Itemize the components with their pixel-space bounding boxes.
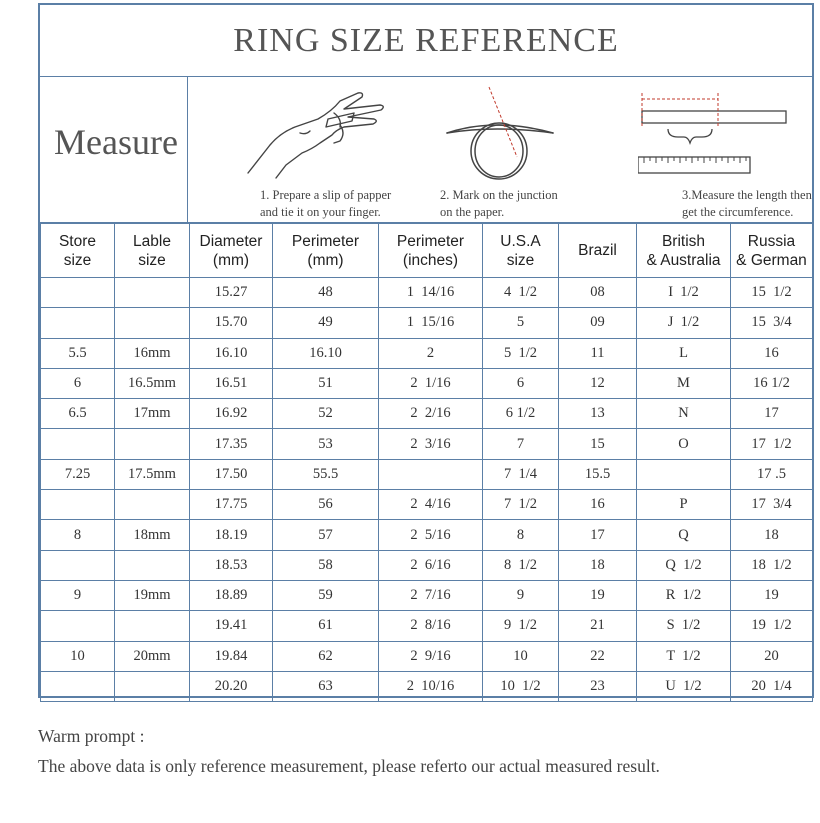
cell-perimeter-mm: 53	[273, 429, 379, 459]
cell-perimeter-inches: 2 1/16	[379, 368, 483, 398]
cell-lable-size: 18mm	[115, 520, 190, 550]
cell-store-size: 6	[41, 368, 115, 398]
cell-usa-size: 4 1/2	[483, 278, 559, 308]
cell-perimeter-inches: 2 2/16	[379, 399, 483, 429]
cell-usa-size: 5 1/2	[483, 338, 559, 368]
cell-diameter-mm: 15.70	[190, 308, 273, 338]
step-1-caption: 1. Prepare a slip of papper and tie it on your finger.	[260, 188, 392, 219]
cell-perimeter-mm: 52	[273, 399, 379, 429]
table-row	[41, 308, 813, 338]
cell-brazil-size: 23	[559, 671, 637, 701]
cell-russia-german-size: 20 1/4	[731, 671, 813, 701]
cell-lable-size	[115, 490, 190, 520]
table-row	[41, 429, 813, 459]
cell-usa-size: 7	[483, 429, 559, 459]
cell-brazil-size: 11	[559, 338, 637, 368]
table-row	[41, 459, 813, 489]
header-russia-german: Russia & German	[731, 224, 813, 278]
cell-british-australia-size: T 1/2	[637, 641, 731, 671]
cell-british-australia-size: P	[637, 490, 731, 520]
cell-perimeter-mm: 57	[273, 520, 379, 550]
cell-russia-german-size: 15 3/4	[731, 308, 813, 338]
cell-diameter-mm: 18.19	[190, 520, 273, 550]
cell-diameter-mm: 17.75	[190, 490, 273, 520]
cell-brazil-size: 19	[559, 580, 637, 610]
cell-usa-size: 6 1/2	[483, 399, 559, 429]
cell-store-size	[41, 308, 115, 338]
step-1	[240, 77, 440, 222]
table-header-row	[41, 224, 813, 278]
cell-british-australia-size: N	[637, 399, 731, 429]
cell-russia-german-size: 16	[731, 338, 813, 368]
cell-lable-size: 17.5mm	[115, 459, 190, 489]
cell-diameter-mm: 18.89	[190, 580, 273, 610]
cell-store-size	[41, 429, 115, 459]
cell-perimeter-inches: 2 10/16	[379, 671, 483, 701]
cell-diameter-mm: 17.35	[190, 429, 273, 459]
cell-lable-size	[115, 278, 190, 308]
cell-perimeter-mm: 55.5	[273, 459, 379, 489]
table-row	[41, 338, 813, 368]
cell-store-size	[41, 550, 115, 580]
cell-british-australia-size: L	[637, 338, 731, 368]
cell-usa-size: 10 1/2	[483, 671, 559, 701]
header-perimeter-mm: Perimeter (mm)	[273, 224, 379, 278]
cell-british-australia-size: U 1/2	[637, 671, 731, 701]
cell-usa-size: 8 1/2	[483, 550, 559, 580]
hand-with-paper-strip-icon	[240, 83, 390, 183]
cell-perimeter-inches	[379, 459, 483, 489]
cell-brazil-size: 15.5	[559, 459, 637, 489]
table-row	[41, 671, 813, 701]
cell-brazil-size: 17	[559, 520, 637, 550]
cell-perimeter-mm: 58	[273, 550, 379, 580]
cell-lable-size	[115, 429, 190, 459]
table-row	[41, 490, 813, 520]
cell-russia-german-size: 17 1/2	[731, 429, 813, 459]
cell-diameter-mm: 19.41	[190, 611, 273, 641]
cell-lable-size	[115, 671, 190, 701]
table-row	[41, 368, 813, 398]
cell-british-australia-size: M	[637, 368, 731, 398]
cell-usa-size: 10	[483, 641, 559, 671]
cell-perimeter-mm: 63	[273, 671, 379, 701]
cell-russia-german-size: 15 1/2	[731, 278, 813, 308]
header-store-size: Store size	[41, 224, 115, 278]
table-row	[41, 641, 813, 671]
cell-perimeter-inches: 2 8/16	[379, 611, 483, 641]
cell-perimeter-mm: 61	[273, 611, 379, 641]
cell-russia-german-size: 17	[731, 399, 813, 429]
cell-store-size: 5.5	[41, 338, 115, 368]
cell-brazil-size: 15	[559, 429, 637, 459]
table-row	[41, 550, 813, 580]
cell-store-size: 10	[41, 641, 115, 671]
cell-russia-german-size: 17 3/4	[731, 490, 813, 520]
cell-brazil-size: 21	[559, 611, 637, 641]
cell-diameter-mm: 16.92	[190, 399, 273, 429]
cell-perimeter-mm: 62	[273, 641, 379, 671]
cell-lable-size: 20mm	[115, 641, 190, 671]
cell-perimeter-mm: 59	[273, 580, 379, 610]
cell-british-australia-size: O	[637, 429, 731, 459]
cell-lable-size: 19mm	[115, 580, 190, 610]
step-3	[638, 77, 813, 222]
header-brazil: Brazil	[559, 224, 637, 278]
warm-prompt-body: The above data is only reference measurement, please referto our actual measured result.	[38, 756, 660, 776]
header-perimeter-inches: Perimeter (inches)	[379, 224, 483, 278]
cell-british-australia-size: S 1/2	[637, 611, 731, 641]
header-british-australia: British & Australia	[637, 224, 731, 278]
cell-brazil-size: 08	[559, 278, 637, 308]
step-2	[435, 77, 615, 222]
cell-store-size	[41, 278, 115, 308]
header-diameter: Diameter (mm)	[190, 224, 273, 278]
cell-russia-german-size: 18 1/2	[731, 550, 813, 580]
cell-brazil-size: 09	[559, 308, 637, 338]
step-2-caption: 2. Mark on the junction on the paper.	[440, 188, 558, 219]
cell-russia-german-size: 16 1/2	[731, 368, 813, 398]
table-row	[41, 580, 813, 610]
cell-lable-size: 16mm	[115, 338, 190, 368]
cell-british-australia-size: Q	[637, 520, 731, 550]
cell-usa-size: 9 1/2	[483, 611, 559, 641]
cell-diameter-mm: 16.10	[190, 338, 273, 368]
cell-perimeter-inches: 2	[379, 338, 483, 368]
header-lable-size: Lable size	[115, 224, 190, 278]
cell-lable-size: 16.5mm	[115, 368, 190, 398]
cell-british-australia-size: J 1/2	[637, 308, 731, 338]
cell-perimeter-inches: 1 15/16	[379, 308, 483, 338]
cell-diameter-mm: 18.53	[190, 550, 273, 580]
cell-store-size: 6.5	[41, 399, 115, 429]
measure-cell	[40, 77, 188, 222]
cell-russia-german-size: 19	[731, 580, 813, 610]
ring-size-table	[40, 223, 813, 702]
cell-brazil-size: 16	[559, 490, 637, 520]
cell-perimeter-mm: 51	[273, 368, 379, 398]
cell-diameter-mm: 16.51	[190, 368, 273, 398]
cell-russia-german-size: 18	[731, 520, 813, 550]
cell-british-australia-size: Q 1/2	[637, 550, 731, 580]
cell-perimeter-inches: 2 5/16	[379, 520, 483, 550]
cell-lable-size: 17mm	[115, 399, 190, 429]
cell-usa-size: 7 1/2	[483, 490, 559, 520]
cell-perimeter-inches: 2 9/16	[379, 641, 483, 671]
cell-brazil-size: 12	[559, 368, 637, 398]
cell-brazil-size: 22	[559, 641, 637, 671]
cell-diameter-mm: 15.27	[190, 278, 273, 308]
step-3-caption: 3.Measure the length then get the circumference.	[682, 188, 812, 219]
warm-prompt-title: Warm prompt :	[38, 726, 145, 746]
measure-label: Measure	[54, 122, 178, 162]
cell-store-size	[41, 611, 115, 641]
cell-perimeter-inches: 2 4/16	[379, 490, 483, 520]
cell-usa-size: 9	[483, 580, 559, 610]
table-row	[41, 399, 813, 429]
cell-perimeter-mm: 48	[273, 278, 379, 308]
ruler-measurement-icon	[638, 83, 798, 183]
cell-lable-size	[115, 611, 190, 641]
ring-junction-mark-icon	[435, 83, 565, 183]
cell-usa-size: 7 1/4	[483, 459, 559, 489]
cell-brazil-size: 18	[559, 550, 637, 580]
cell-diameter-mm: 20.20	[190, 671, 273, 701]
cell-british-australia-size: R 1/2	[637, 580, 731, 610]
measure-steps	[40, 77, 812, 223]
cell-store-size: 9	[41, 580, 115, 610]
cell-perimeter-mm: 49	[273, 308, 379, 338]
cell-usa-size: 8	[483, 520, 559, 550]
ring-size-chart	[38, 3, 814, 698]
cell-usa-size: 5	[483, 308, 559, 338]
cell-perimeter-mm: 16.10	[273, 338, 379, 368]
cell-perimeter-inches: 2 3/16	[379, 429, 483, 459]
cell-store-size	[41, 671, 115, 701]
cell-british-australia-size: I 1/2	[637, 278, 731, 308]
chart-title: RING SIZE REFERENCE	[40, 5, 812, 77]
cell-perimeter-inches: 2 7/16	[379, 580, 483, 610]
cell-brazil-size: 13	[559, 399, 637, 429]
cell-store-size: 8	[41, 520, 115, 550]
cell-russia-german-size: 20	[731, 641, 813, 671]
cell-perimeter-mm: 56	[273, 490, 379, 520]
cell-store-size	[41, 490, 115, 520]
cell-usa-size: 6	[483, 368, 559, 398]
table-row	[41, 278, 813, 308]
table-row	[41, 611, 813, 641]
cell-russia-german-size: 17 .5	[731, 459, 813, 489]
cell-diameter-mm: 17.50	[190, 459, 273, 489]
table-row	[41, 520, 813, 550]
cell-lable-size	[115, 308, 190, 338]
cell-lable-size	[115, 550, 190, 580]
cell-perimeter-inches: 2 6/16	[379, 550, 483, 580]
cell-russia-german-size: 19 1/2	[731, 611, 813, 641]
header-usa-size: U.S.A size	[483, 224, 559, 278]
cell-perimeter-inches: 1 14/16	[379, 278, 483, 308]
cell-british-australia-size	[637, 459, 731, 489]
cell-diameter-mm: 19.84	[190, 641, 273, 671]
cell-store-size: 7.25	[41, 459, 115, 489]
